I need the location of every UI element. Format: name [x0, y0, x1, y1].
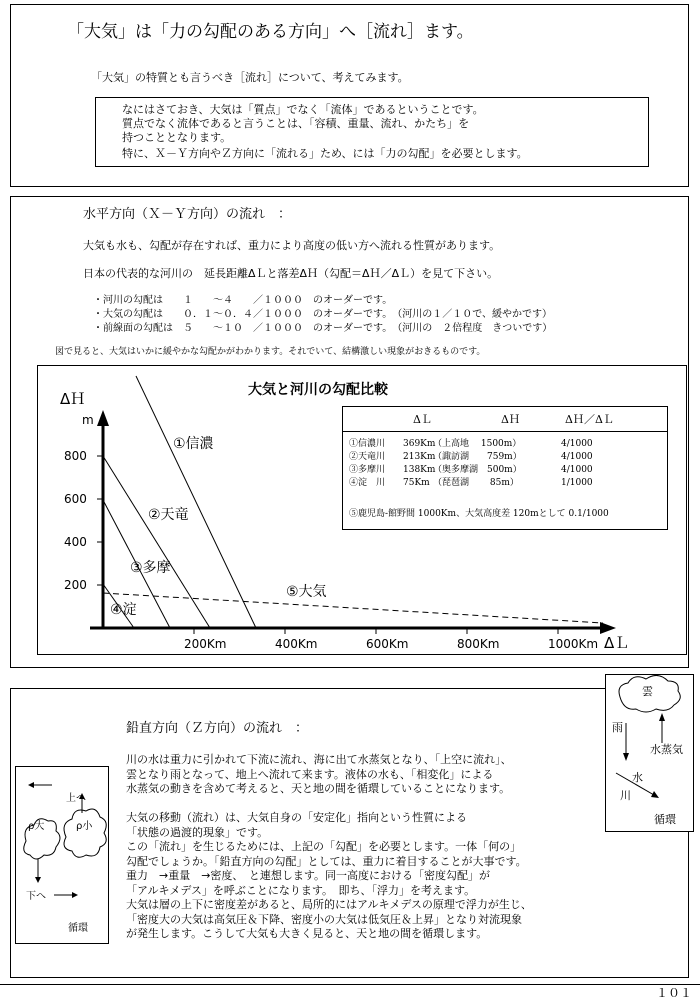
footer-rule [0, 984, 700, 985]
table-cell-dl: 75Km [403, 478, 430, 488]
horizontal-paragraph: 日本の代表的な河川の 延長距離ΔＬと落差ΔＨ（勾配＝ΔＨ／ΔＬ）を見て下さい。 [83, 267, 499, 280]
fluid-note-line: 特に、Ｘ－Ｙ方向やＺ方向に「流れる」ため、には「力の勾配」を必要とします。 [122, 147, 528, 160]
vertical-line: 川の水は重力に引かれて下流に流れ、海に出て水蒸気となり、「上空に流れ」、 [126, 753, 512, 766]
table-cell-dh: （琵琶湖 85m） [433, 478, 519, 488]
x-tick-label: 400Km [275, 637, 318, 651]
fluid-note-box [95, 97, 649, 167]
table-cell-dl: 138Km [403, 465, 436, 475]
y-axis-label: ΔＨ [60, 390, 86, 408]
chart-title: 大気と河川の勾配比較 [248, 382, 388, 398]
page-number: １０１ [655, 986, 692, 1000]
cloud-label: 雲 [642, 685, 653, 698]
vertical-line: 勾配でしょうか。「鉛直方向の勾配」としては、重力に着目することが大事です。 [126, 854, 527, 868]
series-label-shinano: ①信濃 [173, 436, 214, 452]
vertical-line: 重力 →重量 →密度、 と連想します。同一高度における「密度勾配」が [126, 869, 491, 882]
x-axis-arrow [600, 622, 616, 634]
table-header-dl: ΔＬ [413, 413, 432, 426]
table-cell-ratio: 1/1000 [561, 478, 593, 488]
horizontal-heading: 水平方向（Ｘ－Ｙ方向）の流れ ： [83, 207, 292, 222]
horizontal-paragraph: 大気も水も、勾配が存在すれば、重力により高度の低い方へ流れる性質があります。 [83, 239, 501, 252]
intro-text: 「大気」の特質とも言うべき［流れ］について、考えてみます。 [91, 71, 409, 84]
x-tick-label: 800Km [457, 637, 500, 651]
table-footer: ⑤鹿児島-館野間 1000Km、大気高度差 120mとして 0.1/1000 [349, 509, 609, 519]
air-light-label: ρ小 [76, 821, 93, 832]
fluid-note-line: なにはさておき、大気は「質点」でなく「流体」であるということです。 [122, 103, 484, 116]
table-cell-dh: （諏訪湖 759m） [433, 452, 522, 462]
fluid-note-line: 質点でなく流体であると言うことは、「容積、重量、流れ、かたち」を [122, 117, 470, 130]
air-down-label: 下へ [26, 891, 46, 902]
air-cycle-diagram [15, 766, 109, 944]
air-dense-label: ρ大 [28, 821, 45, 832]
water-cycle-diagram [605, 674, 694, 832]
table-cell-dh: （上高地 1500m） [433, 439, 522, 449]
table-cell-name: ①信濃川 [349, 439, 386, 449]
vertical-heading: 鉛直方向（Ｚ方向）の流れ ： [126, 721, 309, 736]
series-line-shinano [136, 376, 256, 628]
table-cell-name: ②天竜川 [349, 452, 386, 462]
page-title: 「大気」は「力の勾配のある方向」へ［流れ］ます。 [67, 22, 474, 42]
vertical-line: が発生します。こうして大気も大きく見ると、天と地の間を循環します。 [126, 927, 488, 940]
figure-note: 図で見ると、大気はいかに緩やかな勾配かがわかります。それでいて、結構激しい現象がおきるものです。 [55, 347, 486, 357]
air-cycle-svg [16, 767, 110, 945]
river-label: 川 [620, 789, 631, 802]
table-header-rule [343, 431, 667, 432]
rain-label: 雨 [612, 721, 623, 734]
y-axis-unit: m [82, 413, 94, 427]
vertical-line: 「密度大の大気は高気圧＆下降、密度小の大気は低気圧＆上昇」となり対流現象 [126, 912, 522, 926]
table-cell-ratio: 4/1000 [561, 452, 593, 462]
y-tick-label: 400 [64, 535, 87, 549]
vertical-line: 「アルキメデス」を呼ぶことになります。 即ち、「浮力」を考えます。 [126, 883, 476, 897]
vertical-line: 「状態の過渡的現象」です。 [126, 825, 269, 839]
x-tick-label: 600Km [366, 637, 409, 651]
horizontal-flow-section [10, 196, 689, 668]
vertical-line: 大気の移動（流れ）は、大気自身の「安定化」指向という性質による [126, 811, 467, 824]
table-cell-name: ④淀 川 [349, 478, 386, 488]
fluid-note-line: 持つこととなります。 [122, 131, 232, 144]
table-header-ratio: ΔＨ／ΔＬ [565, 413, 614, 426]
y-axis-arrow [97, 410, 109, 426]
cycle-label: 循環 [654, 813, 676, 826]
vertical-line: 大気は層の上下に密度差があると、局所的にはアルキメデスの原理で浮力が生じ、 [126, 898, 532, 911]
gradient-chart [37, 365, 687, 655]
gradient-bullet: ・前線面の勾配は ５ ～１０ ／１０００ のオーダーです。 （河川の ２倍程度 きついです） [93, 323, 553, 334]
table-cell-dl: 369Km [403, 439, 436, 449]
y-tick-label: 200 [64, 578, 87, 592]
series-label-tenryu: ②天竜 [148, 507, 189, 523]
series-label-atmosphere: ⑤大気 [286, 584, 327, 600]
vapor-label: 水蒸気 [650, 743, 683, 756]
series-label-yodo: ④淀 [110, 602, 137, 618]
light-air-icon [64, 809, 106, 857]
vertical-line: この「流れ」を生じるためには、上記の「勾配」を必要とします。一体「何の」 [126, 840, 522, 853]
table-cell-dh: （奥多摩湖 500m） [433, 465, 522, 475]
intro-section [10, 4, 689, 187]
air-cycle-label: 循環 [68, 923, 88, 934]
y-tick-label: 800 [64, 449, 87, 463]
vertical-flow-section [10, 688, 689, 978]
river-data-table [342, 406, 668, 530]
series-label-tama: ③多摩 [130, 560, 171, 576]
vertical-line: 雲となり雨となって、地上へ流れて来ます。液体の水も、「相変化」による [126, 767, 494, 781]
gradient-bullet: ・河川の勾配は １ ～４ ／１０００ のオーダーです。 [93, 295, 393, 306]
air-up-label: 上へ [66, 793, 86, 804]
table-cell-dl: 213Km [403, 452, 436, 462]
series-line-atmosphere [103, 593, 603, 623]
x-tick-label: 200Km [184, 637, 227, 651]
x-axis-label: ΔＬ [604, 634, 630, 652]
table-cell-name: ③多摩川 [349, 465, 386, 475]
gradient-bullet: ・大気の勾配は ０．１～０．４／１０００ のオーダーです。 （河川の１／１０で、緩やかです） [93, 309, 552, 320]
vertical-line: 水蒸気の動きを含めて考えると、天と地の間を循環していることになります。 [126, 782, 511, 795]
y-tick-label: 600 [64, 492, 87, 506]
table-cell-ratio: 4/1000 [561, 439, 593, 449]
x-tick-label: 1000Km [548, 637, 599, 651]
table-header-dh: ΔＨ [501, 413, 520, 426]
water-label: 水 [632, 771, 643, 784]
table-cell-ratio: 4/1000 [561, 465, 593, 475]
